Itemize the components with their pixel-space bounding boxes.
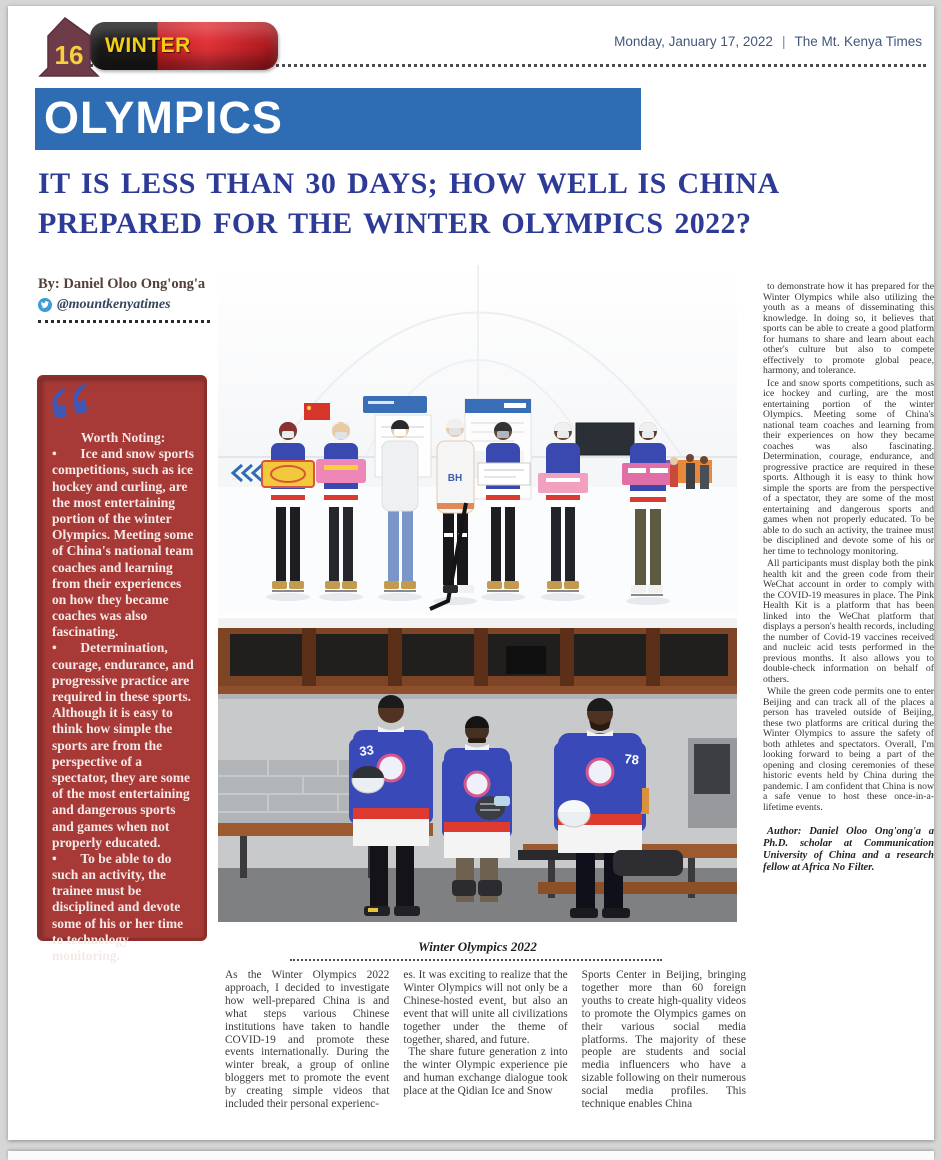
jersey-number: 78 <box>623 751 640 768</box>
jersey-number: 33 <box>358 742 375 759</box>
article-body <box>225 969 746 1111</box>
rink-jersey-text: BH <box>447 473 463 484</box>
byline-dotted-rule <box>38 320 210 323</box>
locker-room-photo <box>218 618 737 922</box>
right-paragraph: All participants must display both the pink health kit and the green code from their WeChat account in order to comply with the COVID-19 measures in place. The Pink Health Kit is a platform that has been linked into the WeChat platform that displays a person's health records, including the number of Covid-19 vaccines received and nucleic acid tests performed in the previous months. It also allows you to double-check information on behalf of others. <box>763 558 934 685</box>
byline-twitter-handle: @mountkenyatimes <box>57 297 171 312</box>
section-banner <box>35 88 641 150</box>
body-paragraph: es. It was exciting to realize that the Winter Olympics will not only be a Chinese-hosted event, but also an event that will unite all civilizations together under the theme of together, shared, and future. <box>403 969 568 1046</box>
pullquote-title: Worth Noting: <box>80 430 166 445</box>
pullquote-bullet: • Determination, courage, endurance, and progressive practice are required in these sports. Although it is easy to think how simple the sports are from the perspective of a spectator, they are some of the most entertaining and dangerous sports and games when not properly educated. <box>52 640 194 850</box>
page-number-badge <box>38 16 100 78</box>
photo-caption: Winter Olympics 2022 <box>418 939 537 954</box>
article-headline: IT IS LESS THAN 30 DAYS; HOW WELL IS CHINA PREPARED FOR THE WINTER OLYMPICS 2022? <box>38 167 778 240</box>
next-page-edge <box>8 1151 934 1160</box>
section-banner-label: OLYMPICS <box>44 92 283 143</box>
pullquote-bullet: • To be able to do such an activity, the trainee must be disciplined and devote some of his or her time to technology monitoring. <box>52 851 194 964</box>
section-label: WINTER <box>105 34 191 57</box>
quote-icon <box>47 384 93 418</box>
right-paragraph: While the green code permits one to enter Beijing and can track all of the places a person has traveled outside of Beijing, these two platforms are critical during the Winter Olympics to assure the safety of both athletes and spectators. Overall, I'm looking forward to being a part of the opening and closing ceremonies of these historic events held by China during the pandemic. I am confident that China is now a safe venue to host these once-in-a-lifetime events. <box>763 686 934 813</box>
twitter-icon <box>38 298 52 312</box>
newspaper-page <box>8 6 934 1140</box>
section-pill <box>90 22 278 70</box>
right-paragraph: Ice and snow sports competitions, such as ice hockey and curling, are the most entertaining portion of the winter Olympics. Meeting some of China's national team coaches and learning from their experiences on how they became coaches was also fascinating. Determination, courage, endurance, and progressive practice are required in these sports. Although it is easy to think how simple the sports are from the perspective of a spectator, they are some of the most entertaining and dangerous sports and games when not properly educated. To be able to do such an activity, the trainee must be disciplined and devote some of his or her time to technology monitoring. <box>763 377 934 557</box>
byline <box>38 276 218 323</box>
caption-dotted-rule <box>290 959 662 961</box>
body-column-1 <box>225 969 389 1111</box>
body-column-3 <box>582 969 746 1111</box>
dateline-divider: | <box>781 34 786 49</box>
right-paragraph: to demonstrate how it has prepared for the Winter Olympics while also utilizing the youth as a means of disseminating this knowledge. In doing so, it believes that sports can be able to create a good platform for humans to share and learn about each other's culture but also to compete effectively to promote global peace, harmony, and tolerance. <box>763 281 934 376</box>
pullquote-bullet: • Ice and snow sports competitions, such as ice hockey and curling, are the most entertaining portion of the winter Olympics. Meeting some of China's national team coaches and learning from their experiences on how they became coaches was also fascinating. <box>52 446 194 640</box>
author-bio: Author: Daniel Oloo Ong'ong'a a Ph.D. scholar at Communication University of China and a research fellow at Africa No Filter. <box>763 826 934 873</box>
body-column-2 <box>403 969 567 1111</box>
right-column <box>763 282 934 876</box>
rink-screen <box>576 423 634 455</box>
body-paragraph: As the Winter Olympics 2022 approach, I decided to investigate how well-prepared China is and what steps various Chinese institutions have taken to handle COVID-19 and promote these events internationally. During the winter break, a group of online bloggers met to promote the event by creating simple videos that included their personal experienc- <box>225 969 390 1111</box>
pullquote-box <box>37 375 207 963</box>
dateline <box>614 34 922 49</box>
pullquote-body <box>52 430 194 964</box>
byline-author: By: Daniel Oloo Ong'ong'a <box>38 276 206 292</box>
date-text: Monday, January 17, 2022 <box>614 34 773 49</box>
publication-name: The Mt. Kenya Times <box>794 34 922 49</box>
background-figures <box>670 454 709 489</box>
china-flag <box>304 403 330 420</box>
body-paragraph: The share future generation z into the winter Olympic experience pie and human exchange dialogue took place at the Qidian Ice and Snow <box>403 1046 568 1098</box>
ice-rink-photo <box>218 265 737 615</box>
body-paragraph: Sports Center in Beijing, bringing together more than 60 foreign youths to create high-quality videos to promote the Olympics games on their various social media platforms. The majority of these people are students and social media influencers who have a sizable following on their numerous social media profiles. This technique enables China <box>581 969 746 1111</box>
page-number: 16 <box>54 40 84 70</box>
